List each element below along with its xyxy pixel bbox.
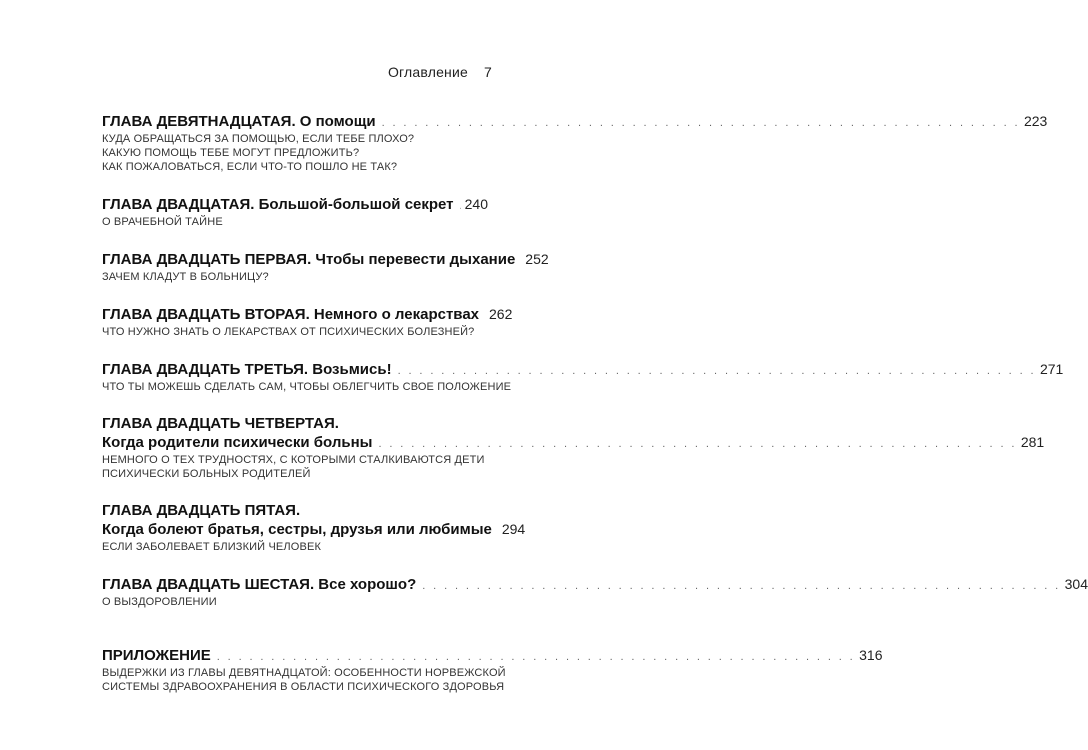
toc-title-line[interactable] (102, 360, 1064, 380)
dot-leader: . . . . . . . . . . . . . . . . . . . . . . . . . . . . . . . . . . . . . . . . . . . . . . . . . . . . . . . . . . . (381, 117, 1020, 129)
toc-title-line[interactable] (102, 250, 549, 270)
toc-title[interactable]: Когда болеют братья, сестры, друзья или любимые (102, 521, 492, 538)
toc-subtitle-line: ПСИХИЧЕСКИ БОЛЬНЫХ РОДИТЕЛЕЙ (102, 468, 311, 480)
toc-subtitle (102, 270, 488, 284)
toc-title-line[interactable] (102, 646, 883, 666)
dot-leader: . . . . . . . . . . . . . . . . . . . . . . . . . . . . . . . . . . . . . . . . . . . . . . . . . . . . . . . . . . . (378, 438, 1017, 450)
toc-title[interactable]: ГЛАВА ДВАДЦАТЬ ВТОРАЯ. Немного о лекарствах (102, 306, 480, 323)
toc-entry[interactable] (102, 305, 513, 339)
toc-title[interactable]: ПРИЛОЖЕНИЕ (102, 647, 211, 664)
toc-page-number[interactable]: 223 (1023, 113, 1048, 129)
toc-title[interactable]: ГЛАВА ДВАДЦАТЬ ШЕСТАЯ. Все хорошо? (102, 576, 417, 593)
toc-title-line[interactable] (102, 195, 488, 215)
toc-subtitle-line: ВЫДЕРЖКИ ИЗ ГЛАВЫ ДЕВЯТНАДЦАТОЙ: ОСОБЕННОСТИ НОРВЕЖСКОЙ (102, 667, 506, 679)
toc-entry[interactable] (102, 250, 549, 284)
toc-entry[interactable] (102, 575, 1088, 609)
toc-subtitle (102, 540, 488, 554)
toc-subtitle (102, 666, 506, 694)
toc-subtitle-line: ЗАЧЕМ КЛАДУТ В БОЛЬНИЦУ? (102, 271, 269, 283)
toc-title-line[interactable] (102, 520, 526, 540)
toc-entry[interactable] (102, 195, 488, 229)
toc-page-number[interactable]: 304 (1064, 576, 1088, 592)
toc-subtitle (102, 380, 512, 394)
toc-title-line[interactable] (102, 433, 1045, 453)
toc-subtitle-line: НЕМНОГО О ТЕХ ТРУДНОСТЯХ, С КОТОРЫМИ СТАЛКИВАЮТСЯ ДЕТИ (102, 454, 485, 466)
toc-page-number[interactable]: 281 (1020, 434, 1045, 450)
toc-title-line[interactable] (102, 575, 1088, 595)
dot-leader: . . . . . . . . . . . . . . . . . . . . . . . . . . . . . . . . . . . . . . . . . . . . . . . . . . . . . . . . . . . (216, 651, 856, 663)
toc-subtitle-line: ЕСЛИ ЗАБОЛЕВАЕТ БЛИЗКИЙ ЧЕЛОВЕК (102, 541, 322, 553)
toc-title[interactable]: ГЛАВА ДВАДЦАТЬ ТРЕТЬЯ. Возьмись! (102, 361, 392, 378)
toc-entry[interactable] (102, 502, 526, 554)
toc-entry[interactable] (102, 112, 1048, 174)
toc-page-number[interactable]: 316 (859, 647, 883, 663)
toc-title-first-line[interactable]: ГЛАВА ДВАДЦАТЬ ПЯТАЯ. (102, 502, 301, 519)
toc-subtitle-line: КУДА ОБРАЩАТЬСЯ ЗА ПОМОЩЬЮ, ЕСЛИ ТЕБЕ ПЛОХО? (102, 133, 415, 145)
toc-title[interactable]: ГЛАВА ДЕВЯТНАДЦАТАЯ. О помощи (102, 113, 376, 130)
page-number: 7 (484, 64, 492, 80)
toc-subtitle-line: КАКУЮ ПОМОЩЬ ТЕБЕ МОГУТ ПРЕДЛОЖИТЬ? (102, 147, 360, 159)
toc-page-number[interactable]: 262 (489, 306, 513, 322)
toc-title-first-line[interactable]: ГЛАВА ДВАДЦАТЬ ЧЕТВЕРТАЯ. (102, 415, 339, 432)
running-head-section: Оглавление (387, 64, 468, 80)
toc-subtitle-line: О ВЫЗДОРОВЛЕНИИ (102, 596, 217, 608)
toc-page-number[interactable]: 240 (464, 196, 488, 212)
toc-page-number[interactable]: 271 (1039, 361, 1064, 377)
toc-subtitle-line: КАК ПОЖАЛОВАТЬСЯ, ЕСЛИ ЧТО-ТО ПОШЛО НЕ ТАК? (102, 161, 398, 173)
toc-title[interactable]: ГЛАВА ДВАДЦАТАЯ. Большой-большой секрет (102, 196, 454, 213)
toc-entry-appendix[interactable] (102, 646, 883, 694)
toc-page-number[interactable]: 252 (525, 251, 549, 267)
toc-title-line[interactable] (102, 305, 513, 325)
toc-subtitle (102, 595, 488, 609)
toc-page-number[interactable]: 294 (501, 521, 526, 537)
toc-title[interactable]: ГЛАВА ДВАДЦАТЬ ПЕРВАЯ. Чтобы перевести дыхание (102, 251, 516, 268)
dot-leader (460, 197, 461, 215)
dot-leader: . . . . . . . . . . . . . . . . . . . . . . . . . . . . . . . . . . . . . . . . . . . . . . . . . . . . . . . . . . . (422, 580, 1061, 592)
toc-subtitle-line: О ВРАЧЕБНОЙ ТАЙНЕ (102, 216, 223, 228)
table-of-contents (102, 112, 1088, 715)
toc-subtitle (102, 132, 488, 174)
toc-subtitle-line: ЧТО НУЖНО ЗНАТЬ О ЛЕКАРСТВАХ ОТ ПСИХИЧЕСКИХ БОЛЕЗНЕЙ? (102, 326, 475, 338)
toc-subtitle (102, 325, 488, 339)
toc-entry[interactable] (102, 415, 1045, 481)
toc-subtitle-line: СИСТЕМЫ ЗДРАВООХРАНЕНИЯ В ОБЛАСТИ ПСИХИЧЕСКОГО ЗДОРОВЬЯ (102, 681, 505, 693)
toc-subtitle-line: ЧТО ТЫ МОЖЕШЬ СДЕЛАТЬ САМ, ЧТОБЫ ОБЛЕГЧИТЬ СВОЕ ПОЛОЖЕНИЕ (102, 381, 512, 393)
toc-subtitle (102, 453, 488, 481)
toc-title[interactable]: Когда родители психически больны (102, 434, 373, 451)
running-head (388, 64, 492, 80)
toc-title-line[interactable] (102, 112, 1048, 132)
toc-subtitle (102, 215, 488, 229)
dot-leader: . . . . . . . . . . . . . . . . . . . . . . . . . . . . . . . . . . . . . . . . . . . . . . . . . . . . . . . . . . . (397, 365, 1036, 377)
toc-entry[interactable] (102, 360, 1064, 394)
